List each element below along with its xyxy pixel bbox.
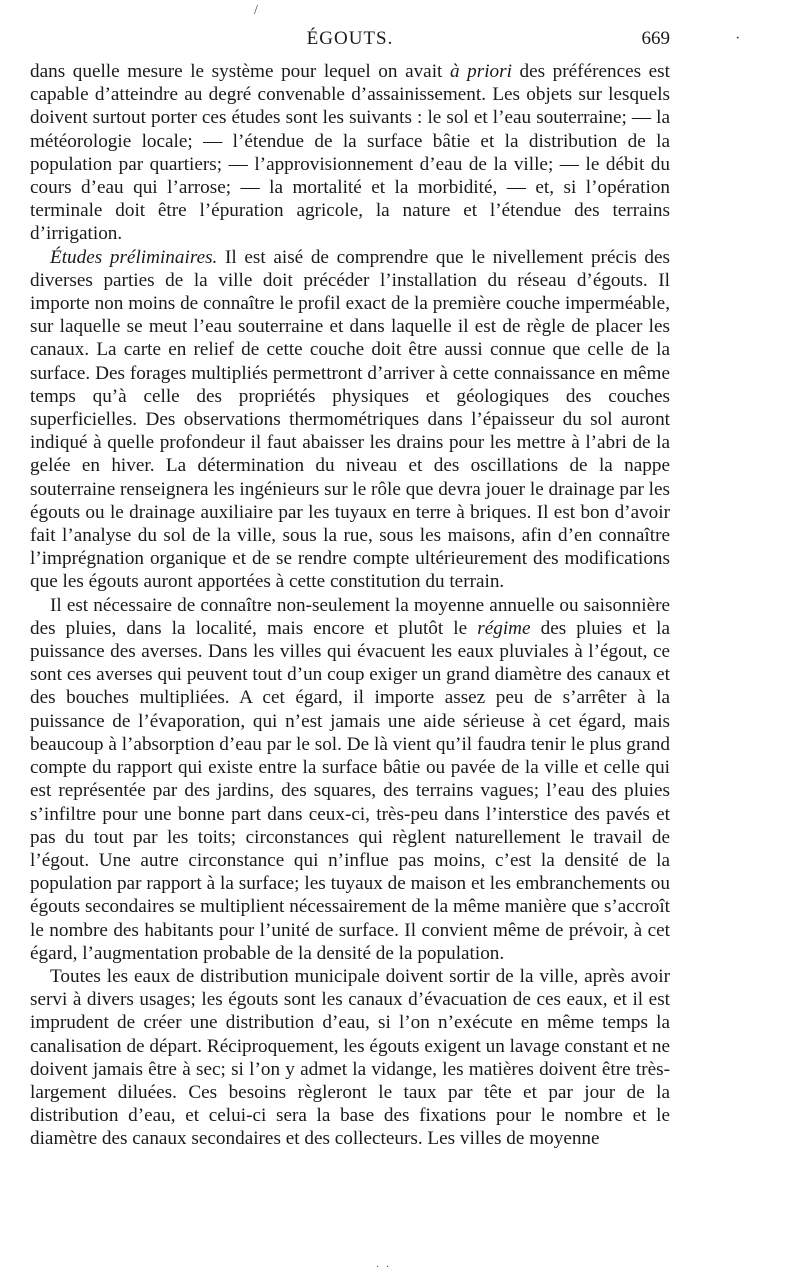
paragraph bbox=[30, 246, 670, 594]
italic-term: régime bbox=[477, 617, 531, 639]
section-heading: Études préliminaires. bbox=[50, 246, 218, 268]
ink-speck: / bbox=[254, 3, 258, 18]
body-text bbox=[30, 60, 670, 1151]
paragraph bbox=[30, 60, 670, 246]
page-number: 669 bbox=[641, 28, 670, 49]
text-run: des préférences est capable d’atteindre au degré convenable d’assainissement. Les objets sur lesquels doivent surtout porter ces études sont les suivants : le sol et l’eau souterraine; — la météorologie locale; — l’étendue de la surface bâtie et la distribution de la population par quartiers; — l’approvisionnement d’eau de la ville; — le débit du cours d’eau qui l’arrose; — la mortalité et la morbidité, — et, si l’opération terminale doit être l’épuration agricole, la nature et l’étendue des terrains d’irrigation. bbox=[30, 61, 670, 245]
paragraph bbox=[30, 594, 670, 965]
running-title: ÉGOUTS. bbox=[306, 28, 394, 49]
ink-speck: · · bbox=[376, 1262, 392, 1273]
text-run: dans quelle mesure le système pour lequel on avait bbox=[30, 61, 450, 82]
ink-speck: · bbox=[735, 30, 741, 47]
paragraph bbox=[30, 965, 670, 1151]
text-run: des pluies et la puissance des averses. Dans les villes qui évacuent les eaux pluviales à l’égout, ce sont ces averses qui peuvent tout d’un coup exiger un grand diamètre des canaux et des bouches multipliées. A cet égard, il importe assez peu de s’arrêter à la puissance de l’évaporation, qui n’est jamais une aide sérieuse à cet égard, mais beaucoup à l’absorption d’eau par le sol. De là vient qu’il faudra tenir le plus grand compte du rapport qui existe entre la surface bâtie ou pavée de la ville et celle qui est représentée par des jardins, des squares, des terrains vagues; l’eau des pluies s’infiltre pour une bonne part dans ceux-ci, très-peu dans l’interstice des pavés et pas du tout par les toits; circonstances qui règlent naturellement le travail de l’égout. Une autre circonstance qui n’influe pas moins, c’est la densité de la population par rapport à la surface; les tuyaux de maison et les embranchements ou égouts secondaires se multiplient nécessairement de la même manière que s’accroît le nombre des habitants pour l’unité de surface. Il convient même de prévoir, à cet égard, l’augmentation probable de la densité de la population. bbox=[30, 617, 671, 964]
italic-term: à priori bbox=[449, 61, 512, 82]
text-run: Toutes les eaux de distribution municipale doivent sortir de la ville, après avoir servi à divers usages; les égouts sont les canaux d’évacuation de ces eaux, et il est imprudent de créer une distribution d’eau, si l’on n’exécute en même temps la canalisation de départ. Réciproquement, les égouts exigent un lavage constant et ne doivent jamais être à sec; si l’on y admet la vidange, les matières doivent être très-largement diluées. Ces besoins règleront le taux par tête et par jour de la distribution d’eau, et celui-ci sera la base des fixations pour le nombre et le diamètre des canaux secondaires et des collecteurs. Les villes de moyenne bbox=[30, 965, 670, 1150]
text-run: Il est nécessaire de connaître non-seulement la moyenne annuelle ou saisonnière des pluies, dans la localité, mais encore et plutôt le bbox=[30, 594, 670, 639]
page-header bbox=[30, 22, 670, 52]
text-run: Il est aisé de comprendre que le nivellement précis des diverses parties de la ville doit précéder l’installation du réseau d’égouts. Il importe non moins de connaître le profil exact de la première couche imperméable, sur laquelle se meut l’eau souterraine et dans laquelle il est de règle de placer les canaux. La carte en relief de cette couche doit être aussi connue que celle de la surface. Des forages multipliés permettront d’arriver à cette connaissance en même temps qu’à celle des propriétés physiques et géologiques des couches superficielles. Des observations thermométriques dans l’épaisseur du sol auront indiqué à quelle profondeur il faut abaisser les drains pour les mettre à l’abri de la gelée en hiver. La détermination du niveau et des oscillations de la nappe souterraine renseignera les ingénieurs sur le rôle que devra jouer le drainage par les égouts ou le drainage auxiliaire par les tuyaux en terre à briques. Il est bon d’avoir fait l’analyse du sol de la ville, sous la rue, sous les maisons, afin d’en connaître l’imprégnation organique et de se rendre compte ultérieurement des modifications que les égouts auront apportées à cette constitution du terrain. bbox=[30, 246, 671, 593]
